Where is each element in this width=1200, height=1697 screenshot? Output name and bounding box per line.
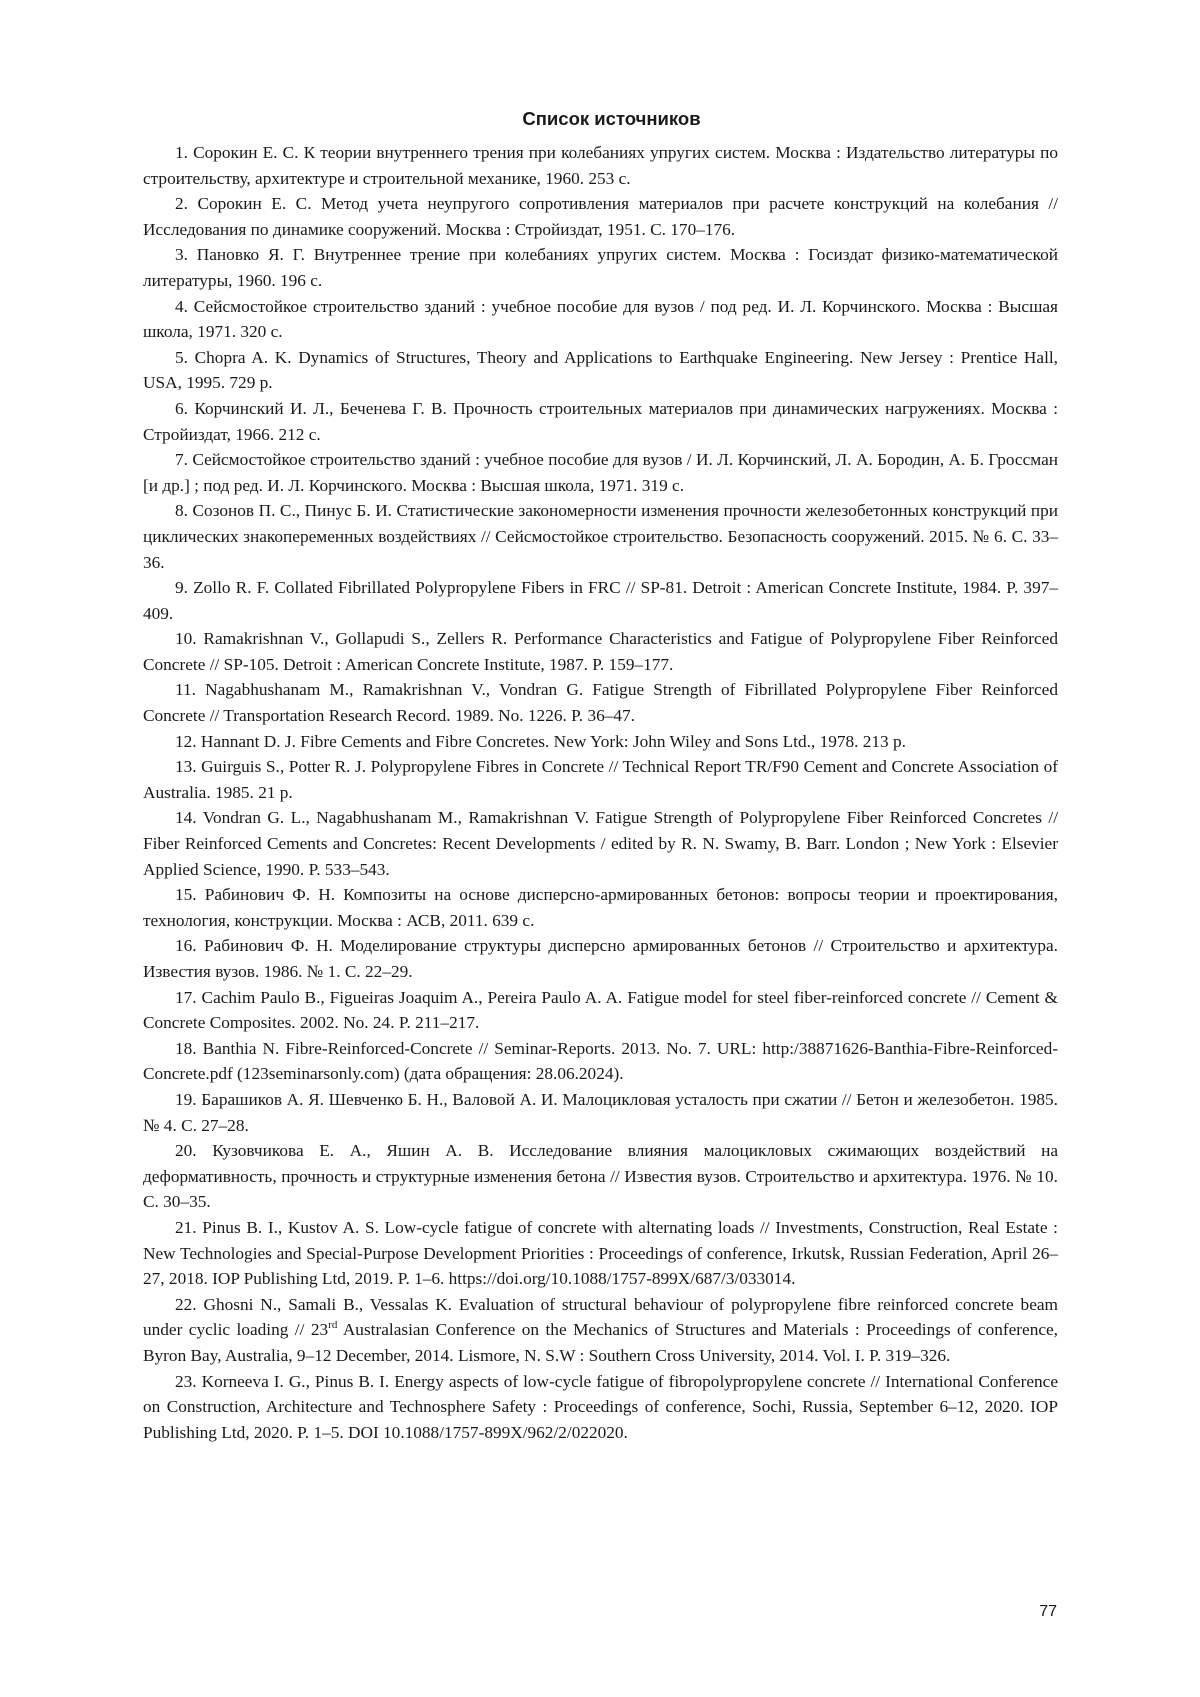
reference-item: 13. Guirguis S., Potter R. J. Polypropylene Fibres in Concrete // Technical Report TR/F90 Cement and Concrete Association of Australia. 1985. 21 p. bbox=[143, 757, 1058, 802]
reference-item: 19. Барашиков А. Я. Шевченко Б. Н., Валовой А. И. Малоцикловая усталость при сжатии // Бетон и железобетон. 1985. № 4. С. 27–28. bbox=[143, 1089, 1058, 1135]
reference-item: 8. Созонов П. С., Пинус Б. И. Статистические закономерности изменения прочности железобетонных конструкций при циклических знакопеременных воздействиях // Сейсмостойкое строительство. Безопасность сооружений. 2015. № 6. С. 33–36. bbox=[143, 501, 1058, 572]
reference-item: 11. Nagabhushanam M., Ramakrishnan V., Vondran G. Fatigue Strength of Fibrillated Polypropylene Fiber Reinforced Concrete // Transportation Research Record. 1989. No. 1226. P. 36–47. bbox=[143, 680, 1058, 726]
reference-item: 12. Hannant D. J. Fibre Cements and Fibre Concretes. New York: John Wiley and Sons Ltd., 1978. 213 p. bbox=[175, 731, 906, 751]
reference-item: 15. Рабинович Ф. Н. Композиты на основе дисперсно-армированных бетонов: вопросы теории и проектирования, технология, конструкции. Москва : АСВ, 2011. 639 с. bbox=[143, 885, 1058, 930]
reference-text: Australasian Conference on the Mechanics of Structures and Materials : Proceedings of conference, Byron Bay, Australia, 9–12 December, 2014. Lismore, N. S.W : Southern Cross University, 2014. Vol. I. P. 319–326. bbox=[143, 1320, 1059, 1365]
reference-item: 21. Pinus B. I., Kustov A. S. Low-cycle fatigue of concrete with alternating loads // Investments, Construction, Real Estate : New Technologies and Special-Purpose Development Priorities : Proceedings of conference, Irkutsk, Russian Federation, April 26–27, 2018. IOP Publishing Ltd, 2019. P. 1–6. https://doi.org/10.1088/1757-899X/687/3/033014. bbox=[143, 1217, 1058, 1289]
reference-item: 18. Banthia N. Fibre-Reinforced-Concrete // Seminar-Reports. 2013. No. 7. URL: http:/38871626-Banthia-Fibre-Reinforced-Concrete.pdf (123seminarsonly.com) (дата обращения: 28.06.2024). bbox=[143, 1038, 1058, 1084]
reference-item: 1. Сорокин Е. С. К теории внутреннего трения при колебаниях упругих систем. Москва : Издательство литературы по строительству, архитектуре и строительной механике, 1960. 253 с. bbox=[143, 143, 1058, 188]
reference-item: 14. Vondran G. L., Nagabhushanam M., Ramakrishnan V. Fatigue Strength of Polypropylene Fiber Reinforced Concretes // Fiber Reinforced Cements and Concretes: Recent Developments / edited by R. N. Swamy, B. Barr. London ; New York : Elsevier Applied Science, 1990. P. 533–543. bbox=[143, 808, 1058, 879]
reference-item: 4. Сейсмостойкое строительство зданий : учебное пособие для вузов / под ред. И. Л. Корчинского. Москва : Высшая школа, 1971. 320 с. bbox=[143, 296, 1058, 342]
reference-text: 22. Ghosni N., Samali B., Vessalas K. Evaluation of structural behaviour of polypropylene fibre reinforced concrete beam under cyclic loading // 23 bbox=[143, 1294, 1058, 1340]
reference-item: 16. Рабинович Ф. Н. Моделирование структуры дисперсно армированных бетонов // Строительство и архитектура. Известия вузов. 1986. № 1. С. 22–29. bbox=[143, 936, 1058, 981]
reference-item: 17. Cachim Paulo B., Figueiras Joaquim A., Pereira Paulo A. A. Fatigue model for steel fiber-reinforced concrete // Cement & Concrete Composites. 2002. No. 24. P. 211–217. bbox=[143, 987, 1058, 1033]
reference-item: 20. Кузовчикова Е. А., Яшин А. В. Исследование влияния малоцикловых сжимающих воздействий на деформативность, прочность и структурные изменения бетона // Известия вузов. Строительство и архитектура. 1976. № 10. С. 30–35. bbox=[143, 1141, 1058, 1212]
reference-item: 6. Корчинский И. Л., Беченева Г. В. Прочность строительных материалов при динамических нагружениях. Москва : Стройиздат, 1966. 212 с. bbox=[143, 398, 1058, 444]
reference-item bbox=[143, 1292, 1058, 1369]
reference-item: 7. Сейсмостойкое строительство зданий : учебное пособие для вузов / И. Л. Корчинский, Л. А. Бородин, А. Б. Гроссман [и др.] ; под ред. И. Л. Корчинского. Москва : Высшая школа, 1971. 319 с. bbox=[143, 450, 1058, 495]
reference-item: 10. Ramakrishnan V., Gollapudi S., Zellers R. Performance Characteristics and Fatigue of Polypropylene Fiber Reinforced Concrete // SP-105. Detroit : American Concrete Institute, 1987. P. 159–177. bbox=[143, 629, 1058, 674]
reference-item: 3. Пановко Я. Г. Внутреннее трение при колебаниях упругих систем. Москва : Госиздат физико-математической литературы, 1960. 196 с. bbox=[143, 245, 1058, 290]
reference-item: 23. Korneeva I. G., Pinus B. I. Energy aspects of low-cycle fatigue of fibropolypropylene concrete // International Conference on Construction, Architecture and Technosphere Safety : Proceedings of conference, Sochi, Russia, September 6–12, 2020. IOP Publishing Ltd, 2020. P. 1–5. DOI 10.1088/1757-899X/962/2/022020. bbox=[143, 1371, 1058, 1442]
reference-item: 2. Сорокин Е. С. Метод учета неупругого сопротивления материалов при расчете конструкций на колебания // Исследования по динамике сооружений. Москва : Стройиздат, 1951. С. 170–176. bbox=[143, 194, 1058, 239]
page-title: Список источников bbox=[522, 108, 701, 129]
reference-list bbox=[143, 140, 1058, 1445]
ordinal-suffix: rd bbox=[328, 1319, 338, 1332]
reference-item: 9. Zollo R. F. Collated Fibrillated Polypropylene Fibers in FRC // SP-81. Detroit : American Concrete Institute, 1984. P. 397–409. bbox=[143, 578, 1058, 623]
reference-item: 5. Chopra A. K. Dynamics of Structures, Theory and Applications to Earthquake Engineering. New Jersey : Prentice Hall, USA, 1995. 729 p. bbox=[143, 347, 1058, 393]
document-page bbox=[143, 108, 1058, 1445]
page-number: 77 bbox=[1039, 1603, 1057, 1620]
